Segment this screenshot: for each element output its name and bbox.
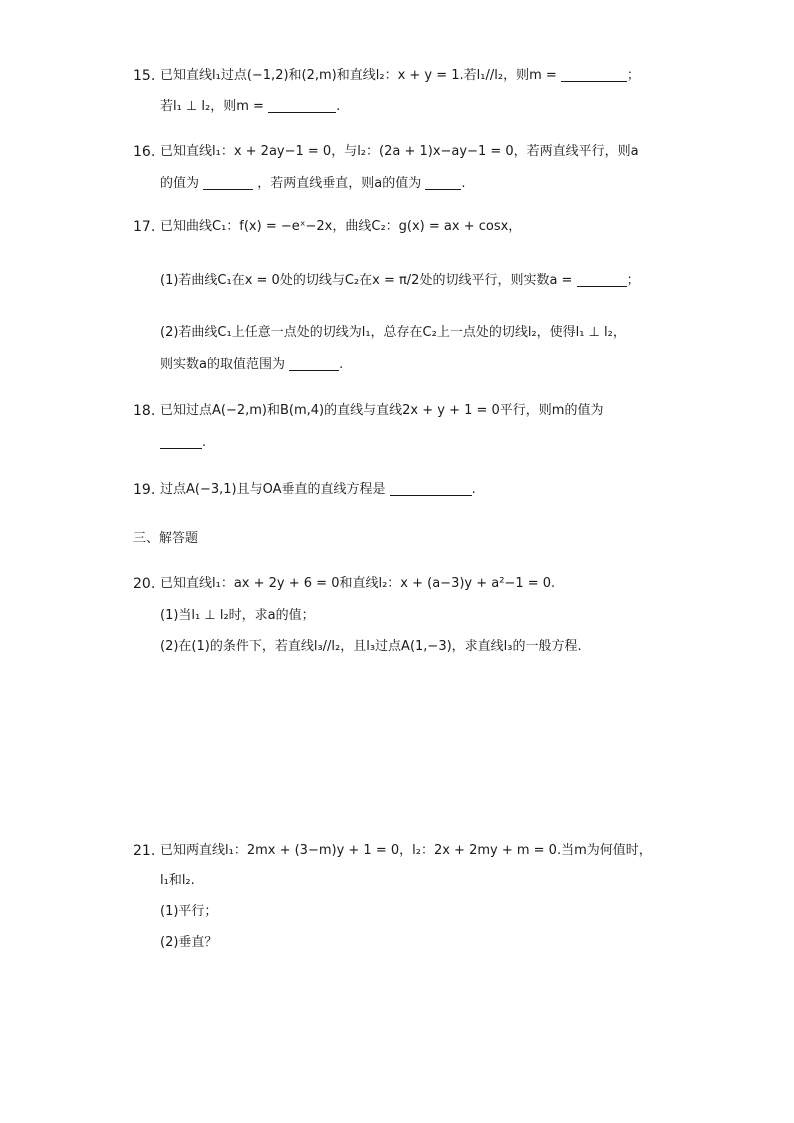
question-text: 已知两直线l₁：2mx + (3−m)y + 1 = 0，l₂：2x + 2my + m = 0.当m为何值时， — [160, 843, 652, 858]
punctuation: . — [202, 435, 207, 450]
question-text — [160, 434, 206, 452]
question-number: 17. — [133, 219, 156, 235]
answer-blank — [425, 175, 461, 190]
question-number: 19. — [133, 482, 156, 498]
answer-blank — [289, 356, 339, 371]
question-number: 21. — [133, 843, 156, 859]
question-text — [160, 272, 640, 290]
punctuation: . — [461, 176, 466, 191]
punctuation: ； — [626, 68, 640, 83]
question-text — [160, 67, 640, 85]
sub-question: (1)当l₁ ⊥ l₂时，求a的值； — [160, 608, 315, 623]
question-text — [160, 356, 343, 374]
question-text-part: 则实数a的取值范围为 — [160, 357, 285, 372]
question-text-part: 过点A(−3,1)且与OA垂直的直线方程是 — [160, 482, 386, 497]
question-text — [160, 481, 476, 499]
punctuation: . — [336, 99, 341, 114]
question-text: l₁和l₂. — [160, 873, 195, 888]
punctuation: ； — [626, 273, 640, 288]
question-number: 18. — [133, 403, 156, 419]
sub-question: (2)在(1)的条件下，若直线l₃//l₂，且l₃过点A(1,−3)，求直线l₃的一般方程. — [160, 639, 582, 654]
answer-blank — [160, 434, 202, 449]
question-text: 已知直线l₁：x + 2ay−1 = 0，与l₂：(2a + 1)x−ay−1 = 0，若两直线平行，则a — [160, 144, 639, 159]
answer-blank — [561, 67, 627, 82]
question-text: 已知过点A(−2,m)和B(m,4)的直线与直线2x + y + 1 = 0平行，则m的值为 — [160, 403, 604, 418]
question-text — [160, 175, 466, 193]
answer-blank — [203, 175, 253, 190]
punctuation: . — [339, 357, 344, 372]
question-text-part: (1)若曲线C₁在x = 0处的切线与C₂在x = π/2处的切线平行，则实数a = — [160, 273, 573, 288]
answer-blank — [390, 481, 472, 496]
question-text: 已知曲线C₁：f(x) = −eˣ−2x，曲线C₂：g(x) = ax + cosx， — [160, 219, 522, 234]
section-title: 三、解答题 — [133, 531, 199, 546]
question-number: 16. — [133, 144, 156, 160]
answer-blank — [268, 98, 336, 113]
question-text: (2)若曲线C₁上任意一点处的切线为l₁，总存在C₂上一点处的切线l₂，使得l₁ ⊥ l₂， — [160, 325, 626, 340]
question-number: 20. — [133, 576, 156, 592]
sub-question: (1)平行； — [160, 904, 218, 919]
question-number: 15. — [133, 68, 156, 84]
punctuation: . — [471, 482, 476, 497]
question-text-part: 已知直线l₁过点(−1,2)和(2,m)和直线l₂：x + y = 1.若l₁//l₂，则m = — [160, 68, 557, 83]
sub-question: (2)垂直？ — [160, 935, 218, 950]
question-text: 已知直线l₁：ax + 2y + 6 = 0和直线l₂：x + (a−3)y + a²−1 = 0. — [160, 576, 556, 591]
question-text-part: 若l₁ ⊥ l₂，则m = — [160, 99, 264, 114]
answer-blank — [577, 272, 627, 287]
question-text-part: ，若两直线垂直，则a的值为 — [257, 176, 422, 191]
question-text-part: 的值为 — [160, 176, 200, 191]
question-text — [160, 98, 340, 116]
